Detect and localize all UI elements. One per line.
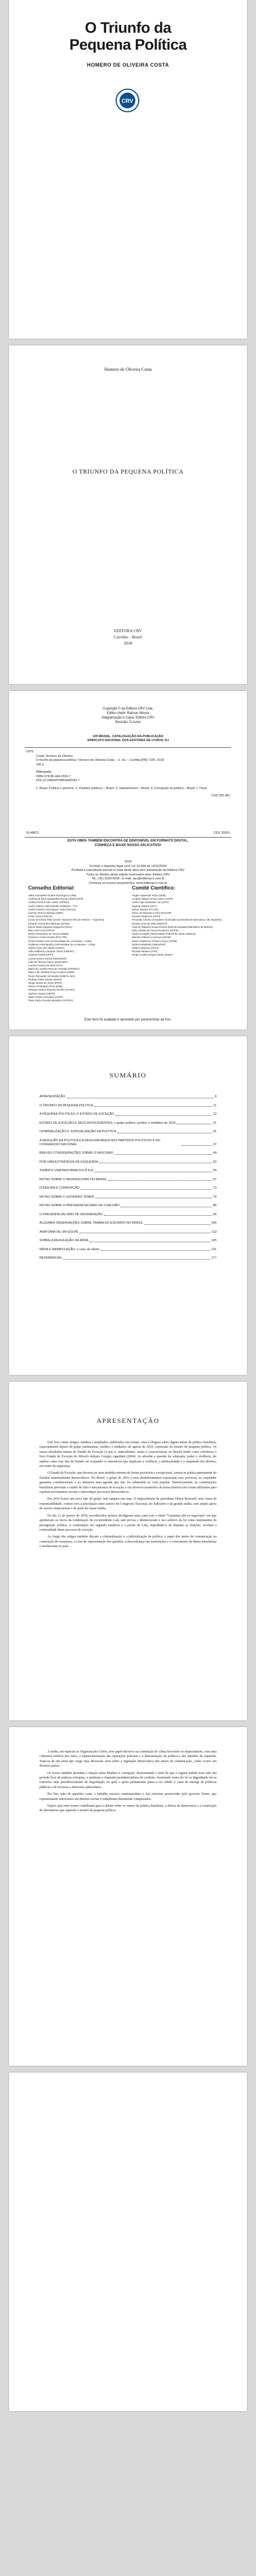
council-member: Carlos Alberto Vilar Estêvão (UMINHO – PT)	[28, 904, 78, 908]
toc-entry-label: A REDUÇÃO DA POLÍTICA E A DESCONFIANÇA NOS PARTIDOS POLÍTICOS E NO CONGRESSO NACIONAL	[39, 1138, 161, 1146]
council-member: Andréia da Silva Quintanilha Sousa (UNIR/UFRN)	[28, 897, 83, 901]
toc-entry-page: 177	[211, 1256, 217, 1260]
cip-line: SINDICATO NACIONAL DOS EDITORES DE LIVROS, RJ	[87, 739, 169, 742]
council-member: Tadeu Oliver Gonçalves (UFPA)	[28, 995, 64, 998]
council-member: Carlos Federico Domínguez Avila (Unieuro)	[28, 908, 76, 911]
council-member: Cesar Gerónimo Tello (Univer. Nacional Três de Febrero – Argentina)	[28, 918, 104, 922]
council-member: Francisco Carlos Duarte (PUC-PR)	[28, 936, 67, 939]
toc-leader-dots	[81, 1189, 212, 1190]
council-member: Paulo Romualdo Hernandes (UNIFAL-MG)	[28, 974, 76, 978]
toc-entry-label: A PEQUENA POLÍTICA E O ESTADO DE EXCEÇÃO	[39, 1112, 114, 1116]
publication-year: 2018	[123, 641, 133, 646]
toc-entry[interactable]	[39, 1195, 217, 1199]
toc-entry-page: 11	[213, 1103, 217, 1107]
council-member: Jailson Alves dos Santos (UFRJ)	[28, 947, 64, 950]
toc-entry[interactable]	[39, 1139, 217, 1147]
toc-leader-dots	[115, 1115, 211, 1116]
toc-entry-label: O PRESIDENCIALISMO DE DEGRADAÇÃO	[39, 1212, 103, 1216]
toc-entry[interactable]	[39, 1230, 217, 1234]
toc-entry[interactable]	[39, 1221, 217, 1225]
continuation-body	[39, 1750, 217, 1816]
digital-notice	[9, 839, 247, 848]
toc-entry-label: CRIMINALIZAÇÃO E JUDICIALIZAÇÃO DA POLÍTICA	[39, 1130, 117, 1133]
toc-entry-page: 125	[211, 1239, 217, 1242]
toc-entry-label: DITADURA E CORRUPÇÃO	[39, 1186, 80, 1190]
toc-entry[interactable]	[39, 1204, 217, 1208]
record-line: 196 p.	[36, 763, 45, 766]
presentation-heading: APRESENTAÇÃO	[96, 1417, 160, 1425]
record-line: Costa, Homero de Oliveira	[36, 754, 73, 758]
toc-entry-page: 105	[211, 1221, 217, 1225]
toc-entry-page: 95	[213, 1212, 217, 1216]
credit-line: Copyright © da Editora CRV Ltda.	[102, 707, 154, 711]
halftitle-title: O TRIUNFO DA PEQUENA POLÍTICA	[72, 468, 184, 475]
body-paragraph: Em 2016 houve um novo tipo de golpe, sem tanques nas ruas. O impeachment da presidenta Dilma Rousseff, sem crime de responsabilidade, contou com a articulação entre setores do Congresso Nacional, do Judiciário e da grande mídia, com amplo apoio de setores empresariais e de parte da classe média.	[39, 1497, 217, 1511]
cdu-label: CDU 32(81)	[213, 831, 230, 835]
council-member: Ângelo Aparecido Priori (UEM)	[132, 894, 166, 897]
toc-entry-page: 131	[211, 1247, 217, 1251]
council-member: Carlos Ugo Santander Joo (UFG)	[132, 901, 169, 904]
toc-entry-page: 67	[213, 1177, 217, 1181]
council-member: Dagmar Manieri (UFT)	[132, 904, 157, 908]
toc-entry-label: APRESENTAÇÃO	[39, 1095, 65, 1098]
council-member: Rodrigo Pratte-Santos (UFES)	[28, 978, 62, 981]
scientific-council-list	[132, 894, 231, 957]
cover-author: HOMERO DE OLIVEIRA COSTA	[87, 62, 169, 68]
catalog-record	[25, 747, 231, 838]
blank-page	[9, 2073, 247, 2411]
council-member: Eduardo Fernandes Barbosa (UFMG)	[28, 922, 70, 925]
record-line: ISBN 978-85-444-2593-7	[36, 774, 71, 778]
toc-entry-page: 73	[213, 1186, 217, 1190]
toc-entry[interactable]	[39, 1160, 217, 1164]
toc-entry-label: POR UMA ESTRATÉGIA DE ESQUERDA	[39, 1160, 99, 1164]
council-member: Rafael Calazans (UFSJ)	[132, 947, 159, 950]
cip-line: CIP-BRASIL. CATALOGAÇÃO-NA-PUBLICAÇÃO	[92, 735, 164, 738]
body-paragraph: Espero que estes textos contribuam para o debate sobre os rumos da política brasileira, a defesa da democracia e a construção de alternativas que superem o triunfo da pequena política.	[39, 1804, 217, 1813]
body-paragraph: No dia 12 de janeiro de 2018, reconhecidos juristas divulgaram uma carta com o título “Garantias não se negociam” em que apontavam os riscos da condenação do ex-presidente Lula sem provas e denunciavam o uso seletivo da lei como instrumento de perseguição política. A condenação em segunda instância e a prisão de Lula, impedindo-o de disputar as eleições, revelam a continuidade desse processo de exceção.	[39, 1514, 217, 1532]
record-line: Bibliografia	[36, 770, 52, 774]
legal-line: Foi feito o depósito legal conf. Lei 10.994 de 14/12/2004	[89, 864, 167, 868]
toc-entry[interactable]	[39, 1256, 217, 1260]
credits-block	[9, 707, 247, 725]
credit-line: Diagramação e Capa: Editora CRV	[101, 716, 155, 720]
legal-line: 2018	[124, 860, 132, 864]
record-date: 18-48871	[26, 831, 39, 835]
legal-line: Todos os direitos desta edição reservados pela: Editora CRV	[86, 873, 170, 877]
record-line: O triunfo da pequena política / Homero de Oliveira Costa. – 1. ed. – Curitiba [PR]: CRV, 2018.	[36, 759, 165, 762]
toc-entry-label: ESTADO DE EXCEÇÃO E SEUS ANTECEDENTES: o golpe político, jurídico e midiático de 2016	[39, 1121, 176, 1125]
council-member: Marcelo Fabiano Lourenço (UFAM)	[132, 936, 171, 939]
toc-entry-page: 9	[214, 1095, 217, 1098]
body-paragraph: Os textos também abordam a relação entre ditadura e corrupção, desmontando o mito de que o regime militar teria sido um período livre de práticas corruptas, e analisam o chamado presidencialismo de coalizão, mostrando como ele foi se degradando até se converter num presidencialismo de degradação, no qual o apoio parlamentar passa a ser obtido à custa da entrega de políticas públicas e de recursos a interesses particulares.	[39, 1771, 217, 1789]
council-member: Josania Portela (UFPI)	[28, 953, 54, 957]
toc-entry[interactable]	[39, 1130, 217, 1134]
toc-entry-page: 113	[211, 1230, 217, 1234]
toc-leader-dots	[104, 1215, 212, 1216]
council-member: Maria Lília Imbiriba Sousa Colares (UNIR)	[28, 971, 74, 974]
cover-title	[9, 19, 247, 53]
toc-entry-page: 21	[213, 1121, 217, 1125]
legal-line: Proibida a reprodução parcial ou total desta obra sem autorização da Editora CRV	[71, 869, 185, 872]
council-member: Fernando Antonio Gonçalves Alcoforado (Universitat de Barcelona, UB, Espanha)	[132, 918, 222, 922]
summary-page	[9, 1036, 247, 1375]
toc-entry-page: 37	[213, 1142, 217, 1146]
toc-entry-label: O TRIUNFO DA PEQUENA POLÍTICA	[39, 1103, 94, 1107]
toc-entry-label: NOTAS SOBRE O PRESIDENCIALISMO DE COALIZÃO	[39, 1204, 120, 1207]
council-member: Carmen Tereza Velanga (UNIR)	[28, 912, 63, 915]
toc-entry-label: BREVES CONSIDERAÇÕES SOBRE O FASCISMO	[39, 1151, 113, 1155]
council-member: José de Ribamar Sousa Pereira (Exército Brasileiro/Ministério da Defesa)	[132, 925, 213, 928]
council-member: Gloria Fariñas León (Universidade de La Havana – Cuba)	[28, 939, 92, 943]
catalog-code: C879	[26, 750, 34, 753]
text-continuation-page	[9, 1727, 247, 2066]
presentation-page	[9, 1382, 247, 1720]
toc-entry-page: 13	[213, 1112, 217, 1116]
table-of-contents	[39, 1095, 217, 1265]
toc-entry-label: MÍDIA E MANIPULAÇÃO: o caso da Globo	[39, 1247, 100, 1251]
credit-line: Editor-chefe: Railson Moura	[107, 712, 149, 715]
peer-review-note: Este livro foi avaliado e aprovado por pareceristas ad hoc.	[84, 1018, 172, 1022]
toc-entry-label: NOTAS SOBRE O NEOFASCISMO NO BRASIL	[39, 1177, 107, 1181]
book-cover-page	[9, 0, 247, 339]
legal-line: Conheça os nossos lançamentos: www.editoracrv.com.br	[89, 881, 167, 885]
toc-entry-label: NOTAS SOBRE O GOVERNO TEMER	[39, 1195, 95, 1199]
toc-entry[interactable]	[39, 1095, 217, 1099]
council-member: Elizeu de Miranda Corrêa (PUC/SP)	[132, 912, 172, 915]
notice-line: CONHEÇA E BAIXE NOSSO APLICATIVO!	[94, 844, 162, 847]
council-member: Lídia de Oliveira Xavier (UNIEURO)	[28, 960, 68, 963]
presentation-body	[39, 1440, 217, 1552]
toc-entry-page: 59	[213, 1169, 217, 1172]
council-member: Élsio José Corá (UFFS)	[28, 929, 55, 932]
body-paragraph: Ao longo dos artigos também discuto a criminalização e a judicialização da política, o papel dos meios de comunicação na construção de consensos, a crise de representação dos partidos, a desconfiança nas instituições e o crescimento de ideias autoritárias e neofascistas no país.	[39, 1535, 217, 1549]
cover-title-line2: Pequena Política	[69, 36, 187, 53]
halftitle-author: Homero de Oliveira Costa	[104, 367, 152, 372]
toc-entry[interactable]	[39, 1239, 217, 1243]
council-member: Ricardo Mariano (USP)	[132, 950, 158, 953]
council-member: Maria de Lourdes Pinto de Almeida (UNOESC)	[28, 967, 80, 971]
toc-entry[interactable]	[39, 1213, 217, 1217]
toc-leader-dots	[101, 1250, 210, 1251]
council-member: Elione Maria Nogueira Diogenes (UFAL)	[28, 925, 73, 928]
toc-entry-label: ANATOMIA DE UM GOLPE	[39, 1230, 78, 1234]
toc-entry-page: 31	[213, 1130, 217, 1133]
svg-text:CRV: CRV	[121, 98, 134, 104]
toc-entry-label: SOBRE A REGULAÇÃO DA MÍDIA	[39, 1239, 89, 1242]
toc-leader-dots	[144, 1224, 210, 1225]
toc-entry[interactable]	[39, 1169, 217, 1173]
toc-entry-page: 49	[213, 1151, 217, 1155]
publisher-name: EDITORA CRV	[114, 628, 142, 633]
cdd-label: CDD 320.981	[211, 794, 230, 798]
council-member: Elizeu Clementino de Souza (UNEB)	[28, 932, 69, 936]
toc-entry[interactable]	[39, 1104, 217, 1108]
council-member: Kelly Cristina de Souza Prudencio (UFPR)	[132, 929, 179, 932]
publisher-city: Curitiba – Brasil	[114, 634, 142, 639]
toc-leader-dots	[114, 1154, 212, 1155]
credit-line: Revisão: O Autor	[115, 721, 141, 724]
toc-entry[interactable]	[39, 1121, 217, 1125]
toc-leader-dots	[108, 1180, 212, 1181]
toc-entry-page: 85	[213, 1204, 217, 1207]
council-member: Guillermo Arias Beatón (Universidade de La Havana – Cuba)	[28, 943, 95, 946]
record-line: 1. Brasil. Política e governo. 2. Partidos políticos – Brasil. 3. Impeachment – Brasil. 4. Corrupção na política – Brasil. I. Título.	[36, 786, 208, 790]
council-member: Mauro Guilherme Pinheiro Koury (UFPB)	[132, 939, 177, 943]
editorial-council-title: Conselho Editorial:	[28, 885, 75, 891]
council-member: Lourdes Helena da Silva (UFV)	[28, 964, 63, 967]
legal-line: Tel.: (41) 3039-6418 - E-mail: sac@editoracrv.com.br	[91, 877, 165, 880]
editorial-council-list	[28, 894, 127, 1002]
toc-entry-page: 53	[213, 1160, 217, 1164]
toc-entry[interactable]	[39, 1151, 217, 1155]
cover-title-line1: O Triunfo da	[85, 19, 171, 36]
half-title-page	[9, 345, 247, 684]
toc-entry[interactable]	[39, 1248, 217, 1252]
council-member: Celso Conti (UFSCar)	[28, 915, 52, 918]
council-member: Sydione Santos (UEPG)	[28, 992, 55, 995]
council-member: Sérgio Nunes de Jesus (IFRO)	[28, 982, 63, 985]
toc-entry-page: 79	[213, 1195, 217, 1199]
council-member: Solange Helena Ximenes-Rocha (UFOPA)	[28, 988, 75, 992]
council-member: Liliana Locatelli (Universidade Federal de Santa Catarina)	[132, 932, 196, 936]
body-paragraph: Este livro reúne artigos, inéditos e ampliados, publicados em jornais, sites e blogues sobre alguns temas da política brasileira, especialmente depois do golpe parlamentar, jurídico e midiático de agosto de 2016, expressão do triunfo da pequena política. Os temas abordados tratam do Estado de Exceção (o que é, antecedentes, raízes e características no Brasil) tendo como referência o livro Estado de Exceção do filósofo italiano Giorgio Agamben (2004). Ao abordar a questão da soberania, poder e violência, ele analisa como esse tipo de Estado vai ocupando os interstícios que implicam a violência, a arbitrariedade e a suspensão dos direitos, em nome da segurança.	[39, 1441, 217, 1469]
toc-entry[interactable]	[39, 1178, 217, 1182]
cip-heading	[9, 735, 247, 743]
catalog-page	[9, 691, 247, 1029]
notice-line: ESTA OBRA TAMBÉM ENCONTRA-SE DISPONÍVEL EM FORMATO DIGITAL.	[67, 839, 189, 843]
council-member: Simone Rodrigues Pinto (UNB)	[28, 985, 63, 988]
toc-leader-dots	[94, 1106, 212, 1107]
toc-entry-label: REFERÊNCIAS	[39, 1256, 62, 1260]
toc-entry[interactable]	[39, 1112, 217, 1116]
summary-heading: SUMÁRIO	[109, 1071, 147, 1079]
council-member: Tania Suely Azevedo Brasileiro (UFOPA)	[28, 999, 73, 1002]
toc-leader-dots	[182, 1145, 212, 1146]
legal-block	[9, 860, 247, 886]
council-member: Antônio Pereira Gaio Júnior (UFRRJ)	[28, 901, 69, 904]
record-line: DOI 10.24824/978854442593.7	[36, 779, 80, 782]
toc-entry-label: TEMER E UMA REFORMA POLÍTICA	[39, 1169, 93, 1172]
council-member: Sérgio Coelho Borges Farias (UFBA)	[132, 953, 173, 957]
halftitle-publisher	[9, 628, 247, 646]
body-paragraph: Por fim, trato de questões como o trabalho escravo contemporâneo e das reformas promovidas pelo governo Temer, que representaram retrocessos em direitos sociais e trabalhistas duramente conquistados.	[39, 1793, 217, 1801]
council-member: Giovani José da Silva (UNIFAP)	[132, 922, 167, 925]
council-member: Edison Bariani (FCLAR)	[132, 908, 158, 911]
toc-entry[interactable]	[39, 1186, 217, 1190]
council-member: Fauston Negreiros (UFPI)	[132, 915, 161, 918]
toc-leader-dots	[63, 1259, 210, 1260]
toc-entry-label: ALGUMAS OBSERVAÇÕES SOBRE TRABALHO ESCRAVO NO BRASIL	[39, 1221, 143, 1225]
council-member: Aldira Guimarães Duarte Domínguez (UNB)	[28, 894, 77, 897]
body-paragraph: O Estado de Exceção, que deveria ser uma medida extrema de forma provisória e excepcional, tornou-se prática permanente de Estados nominalmente democráticos. No Brasil, o golpe de 2016 e seus desdobramentos expressam esse processo, ao suspender garantias constitucionais e ao instaurar uma agenda que não foi submetida ao voto popular. Historicamente, as constituições brasileiras previram o estado de sítio e mecanismos de exceção, e em diversos momentos da nossa história eles foram utilizados para reprimir movimentos sociais e interromper processos democráticos.	[39, 1471, 217, 1495]
body-paragraph: A mídia, em especial as Organizações Globo, teve papel decisivo na construção do clima favorável ao impeachment, com uma cobertura seletiva dos fatos, a espetacularização das operações policiais e a demonização da política e dos partidos de esquerda. Trata-se de um tema que exige uma discussão séria sobre a regulação democrática dos meios de comunicação, como ocorre em diversos países.	[39, 1750, 217, 1768]
council-member: Michel Kobelinski (UNESPAR)	[132, 943, 165, 946]
council-member: Arnaldo Oliveira Souza Júnior (UFPI)	[132, 897, 173, 901]
council-member: Leonel Severo Rocha (UNISINOS)	[28, 957, 67, 960]
scientific-council-title: Comitê Científico:	[132, 885, 176, 891]
publisher-logo	[115, 88, 140, 113]
council-member: João Adalberto Campato Junior (UNESP)	[28, 950, 74, 953]
